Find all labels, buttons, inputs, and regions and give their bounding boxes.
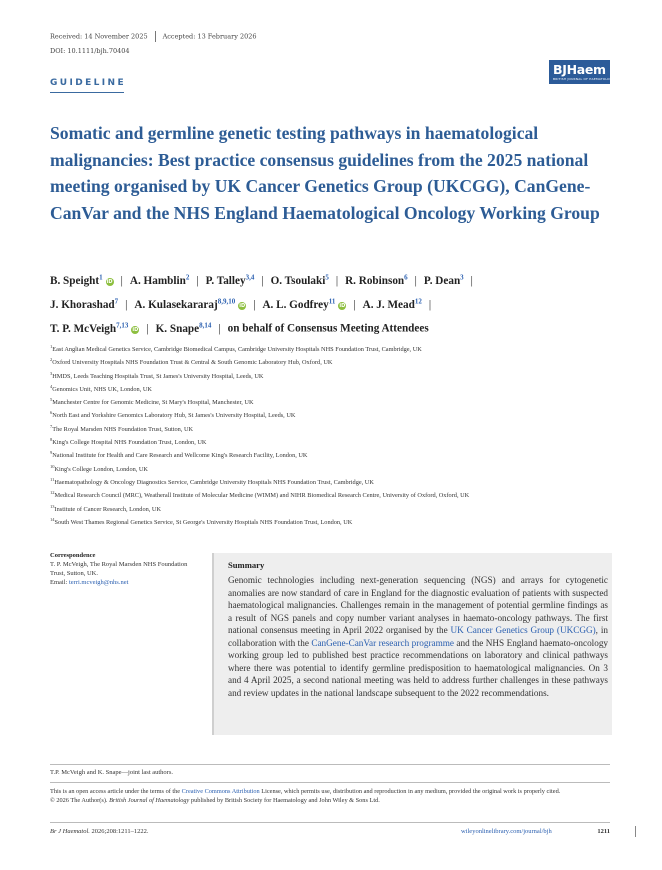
author-name: R. Robinson bbox=[345, 274, 405, 287]
affiliation-number: 9 bbox=[50, 450, 53, 456]
copyright-part: published by British Society for Haematology and John Wiley & Sons Ltd. bbox=[189, 797, 380, 805]
license-text bbox=[50, 787, 610, 796]
author-separator: | bbox=[353, 298, 356, 311]
received-date: Received: 14 November 2025 bbox=[50, 32, 148, 41]
orcid-icon[interactable]: iD bbox=[132, 327, 139, 334]
correspondence bbox=[50, 551, 200, 587]
author-separator: | bbox=[120, 274, 123, 287]
orcid-icon[interactable]: iD bbox=[106, 278, 113, 285]
author[interactable] bbox=[345, 275, 408, 287]
ukcgg-link[interactable]: UK Cancer Genetics Group (UKCGG) bbox=[450, 625, 596, 635]
author-name: P. Dean bbox=[423, 274, 461, 287]
author-name: B. Speight bbox=[50, 274, 100, 287]
journal-website-link[interactable]: wileyonlinelibrary.com/journal/bjh bbox=[461, 828, 552, 835]
author-separator: | bbox=[146, 323, 149, 336]
affiliation-item bbox=[50, 393, 610, 406]
summary-box bbox=[212, 553, 612, 735]
affiliation-item bbox=[50, 340, 610, 353]
author-affiliation-ref[interactable]: 12 bbox=[414, 297, 422, 306]
affiliation-text: The Royal Marsden NHS Foundation Trust, Sutton, UK bbox=[52, 425, 194, 433]
citation-details: 2026;208:1211–1222. bbox=[89, 828, 149, 835]
author[interactable] bbox=[130, 275, 189, 287]
author[interactable] bbox=[156, 323, 212, 335]
creative-commons-link[interactable]: Creative Commons Attribution bbox=[181, 788, 260, 795]
orcid-icon[interactable]: iD bbox=[339, 302, 346, 309]
author[interactable] bbox=[271, 275, 329, 287]
author-name: A. Hamblin bbox=[129, 274, 186, 287]
author[interactable] bbox=[50, 299, 118, 311]
affiliation-item bbox=[50, 446, 610, 459]
affiliation-text: King's College Hospital NHS Foundation Trust, London, UK bbox=[52, 439, 207, 447]
author-separator: | bbox=[125, 298, 128, 311]
orcid-icon[interactable]: iD bbox=[239, 302, 246, 309]
article-title: Somatic and germline genetic testing pathways in haematological malignancies: Best practice consensus guidelines from the 2025 national meeting organised by UK Cancer Genetics Group (UKCGG), CanGene-CanVar and the NHS England Haematological Oncology Working Group bbox=[50, 123, 600, 223]
author-affiliation-ref[interactable]: 7,13 bbox=[116, 321, 129, 330]
copyright-text bbox=[50, 796, 610, 805]
author-separator: | bbox=[414, 274, 417, 287]
doi[interactable]: DOI: 10.1111/bjh.70404 bbox=[50, 47, 130, 55]
author-name: A. L. Godfrey bbox=[262, 298, 329, 311]
affiliation-number: 10 bbox=[50, 463, 55, 469]
affiliation-text: Oxford University Hospitals NHS Foundation Trust & Central & South Genomic Laboratory Hub, Oxford, UK bbox=[52, 359, 333, 367]
author-separator: | bbox=[428, 298, 432, 311]
license-text-part: This is an open access article under the terms of the bbox=[50, 788, 182, 795]
author-separator: | bbox=[261, 274, 264, 287]
author[interactable] bbox=[363, 299, 422, 311]
affiliation-number: 5 bbox=[50, 397, 53, 403]
license-note bbox=[50, 782, 610, 806]
author-affiliation-ref[interactable]: 2 bbox=[185, 273, 190, 281]
affiliation-text: Haematopathology & Oncology Diagnostics Service, Cambridge University Hospitals NHS Foundation Trust, Cambridge, UK bbox=[54, 479, 374, 487]
page-footer bbox=[50, 822, 610, 837]
affiliation-text: South West Thames Regional Genetics Service, St George's University Hospitals NHS Foundation Trust, London, UK bbox=[54, 518, 353, 526]
affiliation-item bbox=[50, 486, 610, 499]
affiliation-number: 2 bbox=[50, 357, 53, 363]
journal-logo[interactable] bbox=[549, 60, 615, 84]
affiliation-text: Manchester Centre for Genomic Medicine, St Mary's Hospital, Manchester, UK bbox=[52, 399, 254, 407]
affiliation-number: 13 bbox=[50, 503, 55, 509]
author-list bbox=[50, 267, 615, 340]
author[interactable] bbox=[50, 323, 139, 335]
affiliation-number: 8 bbox=[50, 437, 53, 443]
journal-abbrev: Br J Haematol. bbox=[50, 828, 90, 835]
journal-name: British Journal of Haematology bbox=[109, 797, 190, 805]
affiliation-text: East Anglian Medical Genetics Service, Cambridge Biomedical Campus, Cambridge University Hospitals NHS Foundation Trust, Cambridge, UK bbox=[52, 346, 422, 354]
affiliation-text: Institute of Cancer Research, London, UK bbox=[54, 505, 161, 513]
author-affiliation-ref[interactable]: 3,4 bbox=[245, 273, 255, 281]
affiliation-text: Medical Research Council (MRC), Weatherall Institute of Molecular Medicine (WIMM) and NIHR Biomedical Research Centre, University of Oxford, Oxford, UK bbox=[54, 492, 470, 500]
affiliation-item bbox=[50, 473, 610, 486]
author-affiliation-ref[interactable]: 11 bbox=[328, 297, 336, 306]
summary-text-part: Genomic technologies including next-generation sequencing (NGS) and arrays for cytogenetic anomalies are now standard of care in England for the diagnostic evaluation of patients with suspected haematological malignancies. Challenges remain in the management of potential germline findings as a result of NGS panels and copy number variant analyses in haemato-oncology pathways. The first national consensus meeting in April 2022 organised by the bbox=[228, 575, 608, 635]
author-group: on behalf of Consensus Meeting Attendees bbox=[227, 323, 429, 336]
author-name: A. J. Mead bbox=[362, 298, 415, 311]
author[interactable] bbox=[50, 275, 114, 287]
footer-citation bbox=[50, 828, 149, 835]
affiliation-item bbox=[50, 406, 610, 419]
author-affiliation-ref[interactable]: 8,9,10 bbox=[217, 297, 236, 306]
author[interactable] bbox=[206, 275, 255, 287]
affiliation-number: 11 bbox=[50, 476, 55, 482]
affiliation-text: North East and Yorkshire Genomics Laboratory Hub, St James's University Hospital, Leeds, UK bbox=[52, 412, 296, 420]
author-separator: | bbox=[218, 323, 221, 336]
author-separator: | bbox=[253, 298, 256, 311]
author-separator: | bbox=[196, 274, 199, 287]
affiliation-number: 12 bbox=[50, 490, 55, 496]
affiliation-item bbox=[50, 380, 610, 393]
author-affiliation-ref[interactable]: 5 bbox=[325, 273, 329, 281]
affiliation-item bbox=[50, 353, 610, 366]
summary-text bbox=[228, 574, 608, 699]
author-affiliation-ref[interactable]: 6 bbox=[404, 273, 408, 281]
logo-tagline: BRITISH JOURNAL OF HAEMATOLOGY bbox=[553, 77, 615, 81]
page-number: 1211 bbox=[597, 828, 610, 835]
affiliation-number: 3 bbox=[50, 370, 53, 376]
summary-text-part: and the NHS England haemato-oncology working group led to published best practice recommendations on laboratory and clinical pathways where there was potential to identify germline predisposition to haematological malignancies. On 3 and 4 April 2025, a second national meeting was held to address further challenges in these pathways and review updates in the national landscape subsequent to the 2022 recommendations. bbox=[228, 637, 609, 698]
affiliation-item bbox=[50, 513, 610, 526]
author-name: K. Snape bbox=[155, 323, 200, 336]
author-name: O. Tsoulaki bbox=[270, 274, 326, 287]
affiliation-list bbox=[50, 340, 610, 526]
affiliation-text: King's College London, London, UK bbox=[54, 465, 148, 473]
accepted-date: Accepted: 13 February 2026 bbox=[162, 32, 257, 41]
affiliation-item bbox=[50, 420, 610, 433]
author-name: P. Talley bbox=[205, 274, 246, 287]
copyright-part: © 2026 The Author(s). bbox=[50, 797, 110, 805]
joint-authors-note: T.P. McVeigh and K. Snape—joint last authors. bbox=[50, 764, 610, 776]
footer-separator bbox=[635, 826, 636, 837]
affiliation-item bbox=[50, 500, 610, 513]
author-affiliation-ref[interactable]: 7 bbox=[114, 297, 119, 306]
author[interactable] bbox=[134, 299, 246, 311]
author-separator: | bbox=[335, 274, 339, 287]
affiliation-number: 1 bbox=[50, 344, 53, 349]
author-affiliation-ref[interactable]: 3 bbox=[460, 273, 464, 281]
date-separator bbox=[155, 31, 156, 42]
article-dates bbox=[50, 31, 257, 42]
email-link[interactable]: terri.mcveigh@nhs.net bbox=[68, 579, 129, 586]
affiliation-item bbox=[50, 433, 610, 446]
correspondence-text: T. P. McVeigh, The Royal Marsden NHS Foundation Trust, Sutton, UK. bbox=[50, 561, 188, 577]
affiliation-text: HMDS, Leeds Teaching Hospitals Trust, St James's University Hospital, Leeds, UK bbox=[52, 372, 264, 380]
affiliation-number: 7 bbox=[50, 423, 53, 429]
summary-heading: Summary bbox=[228, 560, 265, 570]
affiliation-number: 4 bbox=[50, 383, 53, 389]
author-affiliation-ref[interactable]: 8,14 bbox=[199, 321, 212, 330]
author-separator: | bbox=[470, 274, 473, 287]
author[interactable] bbox=[424, 275, 464, 287]
affiliation-number: 14 bbox=[50, 516, 55, 522]
correspondence-email-line bbox=[50, 578, 200, 587]
cangene-canvar-link[interactable]: CanGene-CanVar research programme bbox=[311, 637, 454, 648]
author-name: T. P. McVeigh bbox=[50, 323, 117, 336]
author[interactable] bbox=[262, 299, 346, 311]
author-name: J. Khorashad bbox=[50, 298, 115, 311]
section-label: GUIDELINE bbox=[50, 78, 124, 93]
author-affiliation-ref[interactable]: 1 bbox=[99, 273, 103, 281]
affiliation-item bbox=[50, 460, 610, 473]
affiliation-number: 6 bbox=[50, 410, 53, 416]
author-name: A. Kulasekararaj bbox=[134, 298, 218, 311]
license-text-part: License, which permits use, distribution and reproduction in any medium, provided the original work is properly cited. bbox=[259, 788, 561, 795]
email-label: Email: bbox=[50, 579, 68, 586]
affiliation-item bbox=[50, 367, 610, 380]
summary-text-part: , in collaboration with the bbox=[228, 625, 608, 648]
affiliation-text: Genomics Unit, NHS UK, London, UK bbox=[52, 385, 152, 393]
correspondence-heading: Correspondence bbox=[50, 552, 96, 559]
affiliation-text: National Institute for Health and Care Research and Wellcome King's Research Facility, London, UK bbox=[52, 452, 308, 460]
logo-brand: BJHaem bbox=[553, 62, 606, 77]
